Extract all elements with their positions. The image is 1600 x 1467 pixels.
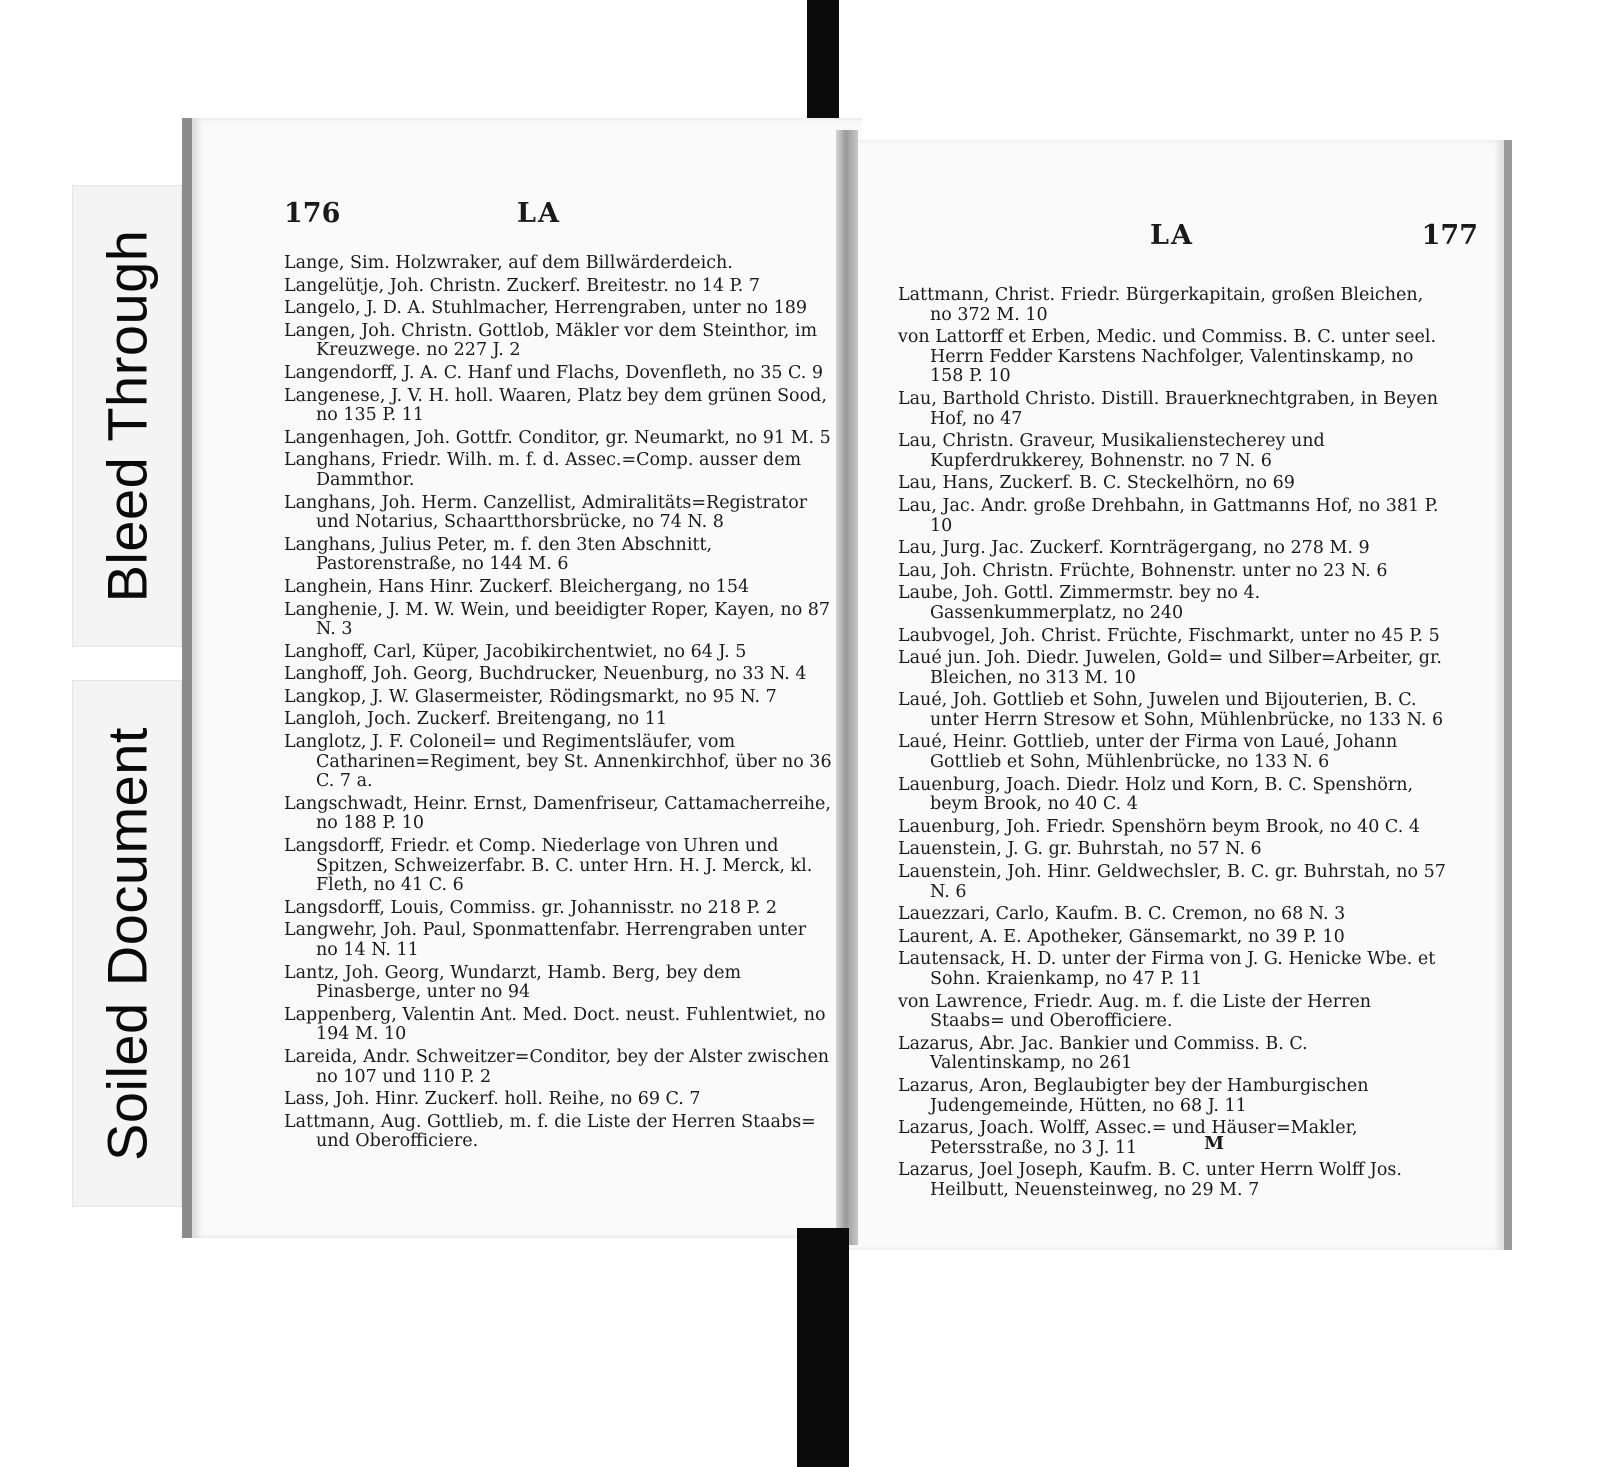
right-page-number: 177 bbox=[1421, 220, 1478, 251]
directory-entry: Langloh, Joch. Zuckerf. Breitengang, no 11 bbox=[284, 709, 668, 730]
directory-entry: Langwehr, Joh. Paul, Sponmattenfabr. Herrengraben unter no 14 N. 11 bbox=[284, 920, 807, 960]
directory-entry: Laube, Joh. Gottl. Zimmermstr. bey no 4. Gassenkummerplatz, no 240 bbox=[898, 583, 1261, 623]
right-page bbox=[848, 140, 1512, 1250]
directory-entry: von Lawrence, Friedr. Aug. m. f. die Liste der Herren Staabs= und Oberofficiere. bbox=[898, 991, 1372, 1032]
directory-entry: Langhoff, Joh. Georg, Buchdrucker, Neuenburg, no 33 N. 4 bbox=[284, 664, 807, 685]
directory-entry: Lau, Barthold Christo. Distill. Brauerknechtgraben, in Beyen Hof, no 47 bbox=[898, 388, 1438, 429]
directory-entry: Langelütje, Joh. Christn. Zuckerf. Breitestr. no 14 P. 7 bbox=[284, 275, 761, 296]
directory-entry: Langschwadt, Heinr. Ernst, Damenfriseur, Cattamacherreihe, no 188 P. 10 bbox=[284, 793, 831, 834]
directory-entry: Laué, Joh. Gottlieb et Sohn, Juwelen und Bijouterien, B. C. unter Herrn Stresow et Sohn, Mühlenbrücke, no 133 N. 6 bbox=[898, 690, 1444, 730]
directory-entry: Lantz, Joh. Georg, Wundarzt, Hamb. Berg, bey dem Pinasberge, unter no 94 bbox=[284, 962, 742, 1003]
bleed-through-label bbox=[72, 185, 182, 647]
binding-clip-bottom bbox=[797, 1228, 849, 1467]
catchword: M bbox=[1204, 1133, 1224, 1154]
directory-entry: Lazarus, Aron, Beglaubigter bey der Hamburgischen Judengemeinde, Hütten, no 68 J. 11 bbox=[898, 1075, 1369, 1116]
directory-entry: Lazarus, Abr. Jac. Bankier und Commiss. B. C. Valentinskamp, no 261 bbox=[898, 1033, 1308, 1074]
directory-entry: Langelo, J. D. A. Stuhlmacher, Herrengraben, unter no 189 bbox=[284, 298, 807, 319]
directory-entry: Lau, Jac. Andr. große Drehbahn, in Gattmanns Hof, no 381 P. 10 bbox=[898, 495, 1439, 536]
directory-entry: Langhans, Joh. Herm. Canzellist, Admiralitäts=Registrator und Notarius, Schaartthorsbrücke, no 74 N. 8 bbox=[284, 492, 808, 533]
directory-entry: Lautensack, H. D. unter der Firma von J. G. Henicke Wbe. et Sohn. Kraienkamp, no 47 P. 11 bbox=[898, 949, 1436, 989]
directory-entry: Lauenstein, J. G. gr. Buhrstah, no 57 N. 6 bbox=[898, 839, 1262, 860]
directory-entry: Langhein, Hans Hinr. Zuckerf. Bleichergang, no 154 bbox=[284, 576, 750, 597]
bleed-through-text: Bleed Through bbox=[95, 229, 159, 603]
directory-entry: Langendorff, J. A. C. Hanf und Flachs, Dovenfleth, no 35 C. 9 bbox=[284, 362, 824, 383]
directory-entry: Langlotz, J. F. Coloneil= und Regimentsläufer, vom Catharinen=Regiment, bey St. Annenkirchhof, über no 36 C. 7 a. bbox=[284, 732, 832, 792]
directory-entry: Langenhagen, Joh. Gottfr. Conditor, gr. Neumarkt, no 91 M. 5 bbox=[284, 427, 831, 448]
right-running-head: LA bbox=[1150, 220, 1194, 251]
directory-entry: Laurent, A. E. Apotheker, Gänsemarkt, no 39 P. 10 bbox=[898, 926, 1345, 947]
directory-entry: Lareida, Andr. Schweitzer=Conditor, bey der Alster zwischen no 107 und 110 P. 2 bbox=[284, 1046, 830, 1087]
directory-entry: Laubvogel, Joh. Christ. Früchte, Fischmarkt, unter no 45 P. 5 bbox=[898, 625, 1440, 646]
left-entry-list bbox=[284, 254, 832, 1155]
directory-entry: Lattmann, Aug. Gottlieb, m. f. die Liste der Herren Staabs= und Oberofficiere. bbox=[284, 1111, 816, 1152]
soiled-document-text: Soiled Document bbox=[95, 726, 159, 1161]
directory-entry: Lappenberg, Valentin Ant. Med. Doct. neust. Fuhlentwiet, no 194 M. 10 bbox=[284, 1004, 826, 1045]
directory-entry: Langhans, Friedr. Wilh. m. f. d. Assec.=Comp. ausser dem Dammthor. bbox=[284, 450, 802, 490]
left-page-number: 176 bbox=[284, 198, 341, 229]
right-entry-list bbox=[898, 286, 1448, 1204]
directory-entry: Lattmann, Christ. Friedr. Bürgerkapitain, großen Bleichen, no 372 M. 10 bbox=[898, 285, 1424, 325]
directory-entry: Langsdorff, Friedr. et Comp. Niederlage von Uhren und Spitzen, Schweizerfabr. B. C. unter Hrn. H. J. Merck, kl. Fleth, no 41 C. 6 bbox=[284, 836, 813, 896]
directory-entry: Lau, Hans, Zuckerf. B. C. Steckelhörn, no 69 bbox=[898, 473, 1295, 494]
directory-entry: Lazarus, Joach. Wolff, Assec.= und Häuser=Makler, Petersstraße, no 3 J. 11 bbox=[898, 1118, 1358, 1158]
directory-entry: Langkop, J. W. Glasermeister, Rödingsmarkt, no 95 N. 7 bbox=[284, 686, 777, 707]
directory-entry: Lauezzari, Carlo, Kaufm. B. C. Cremon, no 68 N. 3 bbox=[898, 904, 1346, 925]
directory-entry: Langhoff, Carl, Küper, Jacobikirchentwiet, no 64 J. 5 bbox=[284, 641, 747, 662]
directory-entry: Laué jun. Joh. Diedr. Juwelen, Gold= und Silber=Arbeiter, gr. Bleichen, no 313 M. 10 bbox=[898, 648, 1442, 688]
directory-entry: Langhenie, J. M. W. Wein, und beeidigter Roper, Kayen, no 87 N. 3 bbox=[284, 599, 831, 640]
directory-entry: Lazarus, Joel Joseph, Kaufm. B. C. unter Herrn Wolff Jos. Heilbutt, Neuensteinweg, no 29 M. 7 bbox=[898, 1160, 1402, 1200]
soiled-document-label bbox=[72, 680, 182, 1207]
directory-entry: Lass, Joh. Hinr. Zuckerf. holl. Reihe, no 69 C. 7 bbox=[284, 1089, 701, 1110]
directory-entry: Lauenstein, Joh. Hinr. Geldwechsler, B. C. gr. Buhrstah, no 57 N. 6 bbox=[898, 862, 1446, 902]
directory-entry: Lauenburg, Joh. Friedr. Spenshörn beym Brook, no 40 C. 4 bbox=[898, 816, 1420, 837]
directory-entry: Langsdorff, Louis, Commiss. gr. Johannisstr. no 218 P. 2 bbox=[284, 897, 778, 918]
left-page bbox=[182, 118, 862, 1238]
directory-entry: Lange, Sim. Holzwraker, auf dem Billwärderdeich. bbox=[284, 253, 733, 273]
directory-entry: Langenese, J. V. H. holl. Waaren, Platz bey dem grünen Sood, no 135 P. 11 bbox=[284, 385, 827, 426]
directory-entry: von Lattorff et Erben, Medic. und Commiss. B. C. unter seel. Herrn Fedder Karstens Nachfolger, Valentinskamp, no 158 P. 10 bbox=[898, 327, 1437, 387]
directory-entry: Lau, Jurg. Jac. Zuckerf. Kornträgergang, no 278 M. 9 bbox=[898, 538, 1370, 559]
left-running-head: LA bbox=[517, 198, 561, 229]
directory-entry: Lau, Joh. Christn. Früchte, Bohnenstr. unter no 23 N. 6 bbox=[898, 560, 1388, 581]
book-gutter bbox=[836, 130, 858, 1245]
directory-entry: Lau, Christn. Graveur, Musikalienstecherey und Kupferdrukkerey, Bohnenstr. no 7 N. 6 bbox=[898, 431, 1325, 471]
directory-entry: Laué, Heinr. Gottlieb, unter der Firma von Laué, Johann Gottlieb et Sohn, Mühlenbrücke, no 133 N. 6 bbox=[898, 732, 1398, 773]
directory-entry: Langen, Joh. Christn. Gottlob, Mäkler vor dem Steinthor, im Kreuzwege. no 227 J. 2 bbox=[284, 320, 818, 361]
directory-entry: Langhans, Julius Peter, m. f. den 3ten Abschnitt, Pastorenstraße, no 144 M. 6 bbox=[284, 534, 713, 575]
directory-entry: Lauenburg, Joach. Diedr. Holz und Korn, B. C. Spenshörn, beym Brook, no 40 C. 4 bbox=[898, 774, 1414, 815]
